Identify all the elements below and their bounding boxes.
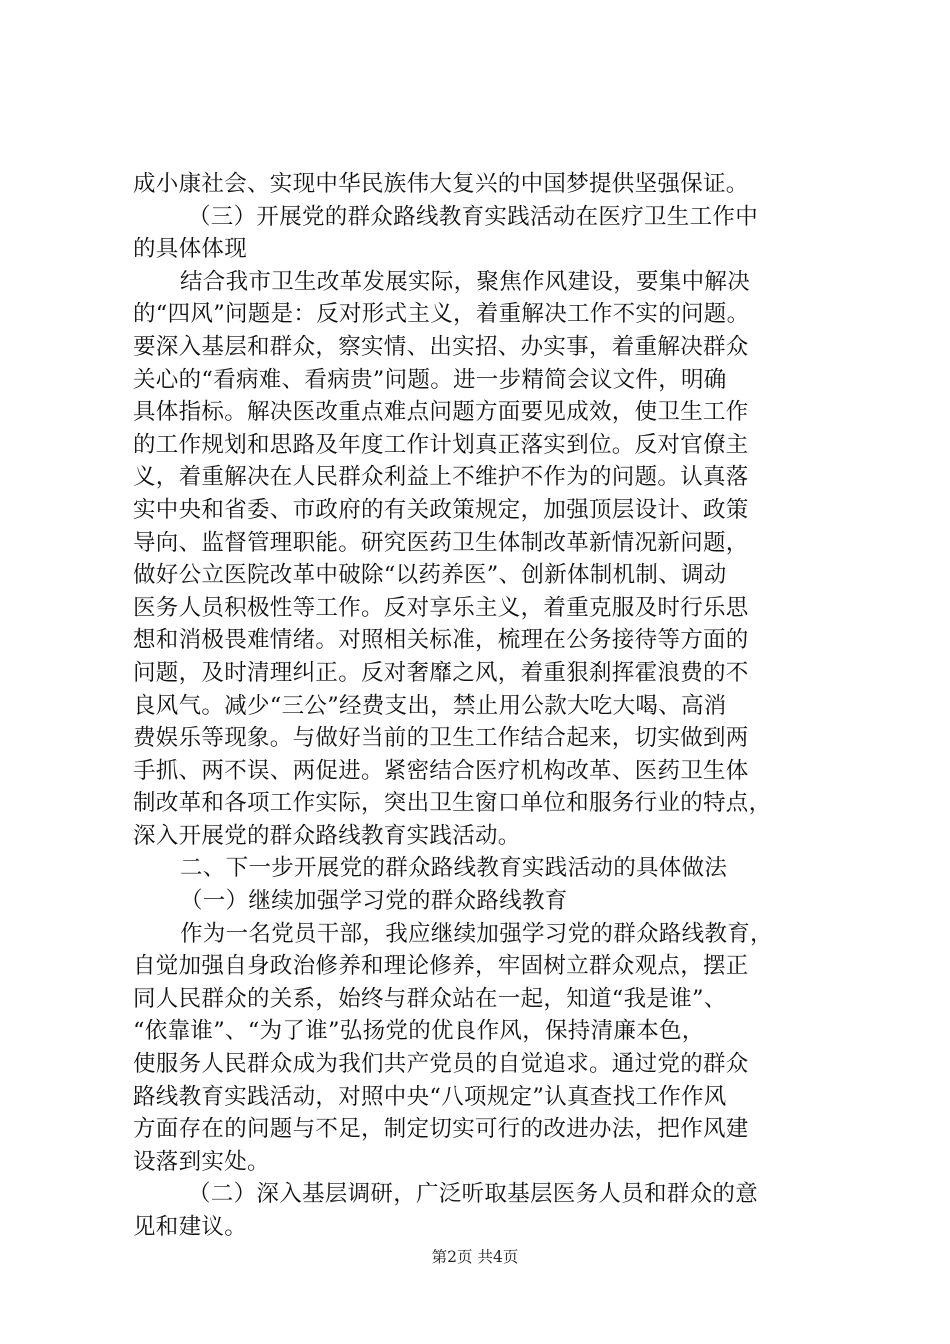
text-line: 自觉加强自身政治修养和理论修养，牢固树立群众观点，摆正 [133,953,749,980]
document-body [133,168,833,1244]
text-line: 要深入基层和群众，察实情、出实招、办实事，着重解决群众 [133,333,749,360]
text-line: 成小康社会、实现中华民族伟大复兴的中国梦提供坚强保证。 [133,171,749,197]
text-line: 关心的“看病难、看病贵”问题。进一步精简会议文件，明确 [133,366,727,393]
text-line: 医务人员积极性等工作。反对享乐主义，着重克服及时行乐思 [133,594,749,621]
page-number-footer: 第2页 共4页 [431,1248,519,1266]
text-line: 制改革和各项工作实际，突出卫生窗口单位和服务行业的特点， [133,790,772,817]
text-line: 同人民群众的关系，始终与群众站在一起，知道“我是谁”、 [133,985,727,1012]
text-line: 问题，及时清理纠正。反对奢靡之风，着重狠刹挥霍浪费的不 [133,659,749,686]
text-line: 实中央和省委、市政府的有关政策规定，加强顶层设计、政策 [133,496,749,523]
paragraph-start: 作为一名党员干部，我应继续加强学习党的群众路线教育， [180,920,773,947]
text-line: 做好公立医院改革中破除“以药养医”、创新体制机制、调动 [133,562,727,589]
text-line: 想和消极畏难情绪。对照相关标准，梳理在公务接待等方面的 [133,627,749,654]
paragraph-start: 结合我市卫生改革发展实际，聚焦作风建设，要集中解决 [180,268,751,295]
subsection-heading: （一）继续加强学习党的群众路线教育 [180,888,568,915]
text-line: 义，着重解决在人民群众利益上不维护不作为的问题。认真落 [133,464,749,491]
subsection-heading: （二）深入基层调研，广泛听取基层医务人员和群众的意 [188,1181,759,1208]
text-line: 深入开展党的群众路线教育实践活动。 [133,822,521,849]
text-line: 的工作规划和思路及年度工作计划真正落实到位。反对官僚主 [133,431,749,458]
text-line: 见和建议。 [133,1214,248,1240]
text-line: 费娱乐等现象。与做好当前的卫生工作结合起来，切实做到两 [133,725,749,752]
text-line: 良风气。减少“三公”经费支出，禁止用公款大吃大喝、高消 [133,692,727,719]
text-line: 具体指标。解决医改重点难点问题方面要见成效，使卫生工作 [133,399,749,426]
section-heading-continuation: 的具体体现 [133,236,248,263]
text-line: 使服务人民群众成为我们共产党员的自觉追求。通过党的群众 [133,1051,749,1078]
section-heading: （三）开展党的群众路线教育实践活动在医疗卫生工作中 [188,203,759,230]
text-line: 手抓、两不误、两促进。紧密结合医疗机构改革、医药卫生体 [133,757,749,784]
text-line: 的“四风”问题是：反对形式主义，着重解决工作不实的问题。 [133,301,750,328]
text-line: 设落到实处。 [133,1148,270,1175]
text-line: 路线教育实践活动，对照中央“八项规定”认真查找工作作风 [133,1083,727,1110]
section-heading: 二、下一步开展党的群众路线教育实践活动的具体做法 [180,855,728,882]
text-line: 方面存在的问题与不足，制定切实可行的改进办法，把作风建 [133,1116,749,1143]
text-line: 导向、监督管理职能。研究医药卫生体制改革新情况新问题， [133,529,749,556]
text-line: “依靠谁”、“为了谁”弘扬党的优良作风，保持清廉本色， [133,1018,705,1045]
